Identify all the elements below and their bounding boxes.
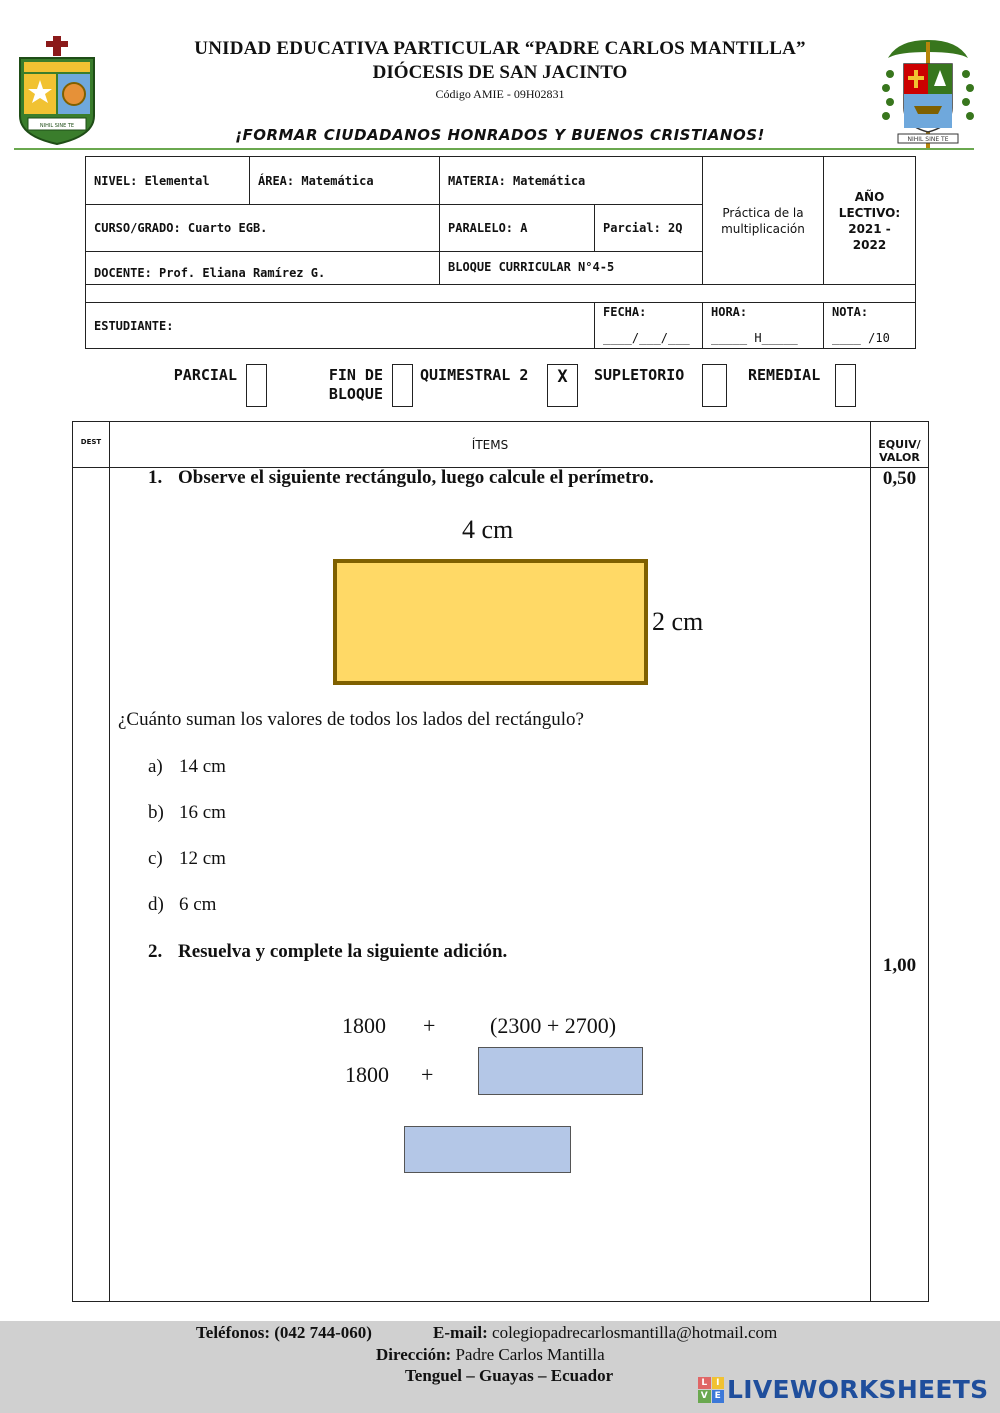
email-label: E-mail:	[433, 1323, 488, 1342]
email-text[interactable]: colegiopadrecarlosmantilla@hotmail.com	[492, 1323, 778, 1342]
option-d-letter: d)	[148, 894, 164, 915]
footer-email	[433, 1323, 777, 1343]
fecha-blank[interactable]: ____/___/___	[603, 331, 690, 345]
grouped-addend: (2300 + 2700)	[490, 1013, 617, 1038]
option-d[interactable]	[148, 894, 216, 916]
brand-icon-e: E	[712, 1390, 725, 1403]
brand-icon-v: V	[698, 1390, 711, 1403]
equiv-header-line1: EQUIV/	[878, 438, 921, 451]
addend-2: 1800	[345, 1062, 389, 1087]
area-field: ÁREA: Matemática	[258, 173, 374, 188]
remedial-checkbox[interactable]	[835, 364, 856, 407]
quimestral-label: QUIMESTRAL 2	[420, 366, 529, 384]
amie-code: Código AMIE - 09H02831	[435, 87, 565, 101]
school-motto: ¡FORMAR CIUDADANOS HONRADOS Y BUENOS CRISTIANOS!	[235, 126, 765, 144]
diocese-coat-of-arms	[880, 34, 976, 150]
fecha-label: FECHA:	[603, 305, 647, 319]
question2-number: 2.	[148, 941, 163, 962]
option-b[interactable]	[148, 802, 226, 824]
docente-field: DOCENTE: Prof. Eliana Ramírez G.	[94, 265, 326, 280]
supletorio-label: SUPLETORIO	[594, 366, 685, 384]
materia-field: MATERIA: Matemática	[448, 173, 586, 188]
option-a-letter: a)	[148, 756, 163, 777]
rectangle-width-label: 4 cm	[462, 515, 514, 544]
fin-bloque-checkbox[interactable]	[392, 364, 413, 407]
dest-header: DEST	[80, 438, 102, 446]
nivel-field: NIVEL: Elemental	[94, 173, 210, 188]
hora-blank[interactable]: _____ H_____	[711, 331, 798, 345]
paralelo-field: PARALELO: A	[448, 221, 528, 235]
brand-icon-l: L	[698, 1377, 711, 1390]
footer-address	[376, 1345, 605, 1365]
nota-label: NOTA:	[832, 305, 869, 319]
question2-value: 1,00	[882, 955, 917, 976]
svg-text:NIHIL SINE TE: NIHIL SINE TE	[907, 136, 949, 143]
topic-field: Práctica de la multiplicación	[721, 205, 805, 236]
plus-sign-2: +	[421, 1062, 434, 1087]
header-divider	[14, 148, 974, 150]
option-c-text: 12 cm	[179, 848, 226, 869]
equiv-header	[871, 438, 928, 464]
address-text: Padre Carlos Mantilla	[455, 1345, 605, 1364]
plus-sign-1: +	[423, 1013, 436, 1038]
option-d-text: 6 cm	[179, 894, 217, 915]
equiv-header-line2: VALOR	[879, 451, 920, 464]
option-a-text: 14 cm	[179, 756, 226, 777]
footer-location: Tenguel – Guayas – Ecuador	[405, 1366, 614, 1385]
svg-text:NIHIL SINE TE: NIHIL SINE TE	[39, 123, 75, 129]
option-a[interactable]	[148, 756, 226, 778]
remedial-label: REMEDIAL	[748, 366, 821, 384]
bloque-field: BLOQUE CURRICULAR N°4-5	[448, 260, 615, 274]
document-header	[0, 0, 1000, 150]
option-b-text: 16 cm	[179, 802, 226, 823]
liveworksheets-text: LIVEWORKSHEETS	[727, 1375, 989, 1404]
yellow-rectangle	[333, 559, 648, 685]
footer-phone	[196, 1323, 372, 1343]
school-name: UNIDAD EDUCATIVA PARTICULAR “PADRE CARLOS MANTILLA”	[194, 38, 806, 59]
brand-icon-i: I	[712, 1377, 725, 1390]
supletorio-checkbox[interactable]	[702, 364, 727, 407]
question2-text: Resuelva y complete la siguiente adición.	[178, 941, 508, 962]
final-sum-answer-box[interactable]	[404, 1126, 571, 1173]
quimestral-checkbox[interactable]: X	[547, 364, 578, 407]
evaluation-type-row	[0, 362, 1000, 408]
info-table	[85, 156, 916, 349]
question1-value: 0,50	[882, 468, 917, 489]
question2-title	[148, 941, 507, 963]
fin-bloque-label-1: FIN DE	[328, 366, 383, 384]
partial-sum-answer-box[interactable]	[478, 1047, 643, 1095]
nota-blank[interactable]: ____ /10	[832, 331, 890, 345]
option-c[interactable]	[148, 848, 226, 870]
parcial-field: Parcial: 2Q	[603, 221, 683, 235]
question1-title	[148, 467, 654, 489]
question1-prompt: ¿Cuánto suman los valores de todos los lados del rectángulo?	[118, 709, 584, 730]
addend-1: 1800	[342, 1013, 386, 1038]
diocese-name: DIÓCESIS DE SAN JACINTO	[372, 62, 628, 83]
school-year-field: AÑO LECTIVO: 2021 - 2022	[838, 189, 901, 252]
items-header: ÍTEMS	[471, 438, 509, 452]
liveworksheets-icon	[698, 1377, 724, 1403]
curso-field: CURSO/GRADO: Cuarto EGB.	[94, 221, 268, 235]
parcial-checkbox[interactable]	[246, 364, 267, 407]
parcial-label: PARCIAL	[173, 366, 237, 384]
question1-number: 1.	[148, 467, 163, 488]
option-b-letter: b)	[148, 802, 164, 823]
option-c-letter: c)	[148, 848, 163, 869]
liveworksheets-brand[interactable]	[698, 1375, 988, 1404]
address-label: Dirección:	[376, 1345, 452, 1364]
hora-label: HORA:	[711, 305, 748, 319]
fin-bloque-label-2: BLOQUE	[328, 385, 383, 403]
student-field[interactable]: ESTUDIANTE:	[94, 319, 174, 333]
rectangle-height-label: 2 cm	[652, 607, 704, 636]
question1-text: Observe el siguiente rectángulo, luego calcule el perímetro.	[178, 467, 654, 488]
phone-text: Teléfonos: (042 744-060)	[196, 1323, 372, 1342]
